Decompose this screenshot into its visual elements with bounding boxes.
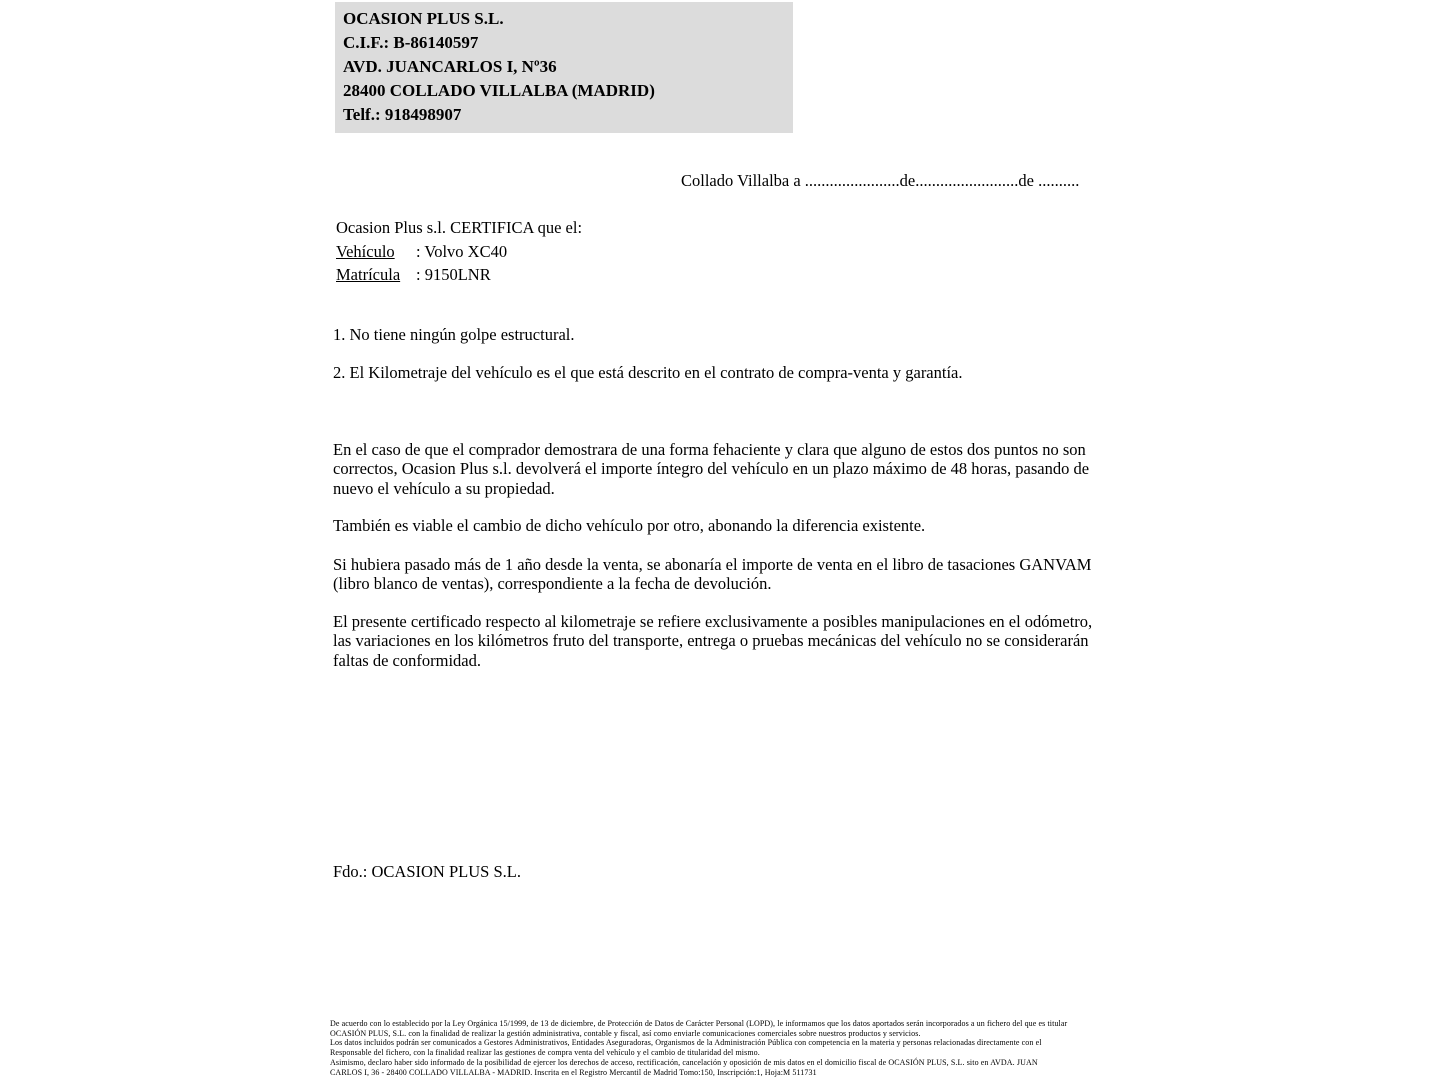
signature-line: Fdo.: OCASION PLUS S.L. xyxy=(333,862,521,881)
company-city: 28400 COLLADO VILLALBA (MADRID) xyxy=(343,81,655,100)
paragraph-odometer-disclaimer: El presente certificado respecto al kilometraje se refiere exclusivamente a posibles manipulaciones en el odómetro, las variaciones en los kilómetros fruto del transporte, entrega o pruebas mecánicas del vehículo no se considerarán faltas de conformidad. xyxy=(333,612,1093,670)
plate-row xyxy=(336,263,582,287)
company-address: AVD. JUANCARLOS I, Nº36 xyxy=(343,57,557,76)
legal-line-3: Los datos incluidos podrán ser comunicados a Gestores Administrativos, Entidades Aseguradoras, Organismos de la Administración Pública con competencia en la materia y personas relacionadas directamente con el xyxy=(330,1038,1042,1048)
certificate-point-2: 2. El Kilometraje del vehículo es el que está descrito en el contrato de compra-venta y garantía. xyxy=(333,363,963,382)
paragraph-ganvam-valuation: Si hubiera pasado más de 1 año desde la venta, se abonaría el importe de venta en el libro de tasaciones GANVAM (libro blanco de ventas), correspondiente a la fecha de devolución. xyxy=(333,555,1092,594)
company-header-box xyxy=(335,2,793,133)
certify-block xyxy=(336,216,582,287)
company-cif: C.I.F.: B-86140597 xyxy=(343,33,479,52)
company-phone: Telf.: 918498907 xyxy=(343,105,462,124)
vehicle-value: : Volvo XC40 xyxy=(416,241,508,261)
legal-line-2: OCASIÓN PLUS, S.L. con la finalidad de realizar la gestión administrativa, contable y fiscal, así como enviarle comunicaciones comerciales sobre nuestros productos y servicios. xyxy=(330,1028,921,1038)
vehicle-label: Vehículo xyxy=(336,241,395,261)
certify-intro: Ocasion Plus s.l. CERTIFICA que el: xyxy=(336,218,583,237)
date-line: Collado Villalba a .......................de.........................de .......... xyxy=(681,171,1080,190)
plate-label: Matrícula xyxy=(336,265,401,284)
legal-line-4: Responsable del fichero, con la finalidad realizar las gestiones de compra venta del vehículo y el cambio de titularidad del mismo. xyxy=(330,1048,760,1058)
legal-fine-print xyxy=(330,1019,1067,1077)
paragraph-exchange-option: También es viable el cambio de dicho vehículo por otro, abonando la diferencia existente. xyxy=(333,516,926,535)
paragraph-refund-terms: En el caso de que el comprador demostrara de una forma fehaciente y clara que alguno de estos dos puntos no son correctos, Ocasion Plus s.l. devolverá el importe íntegro del vehículo en un plazo máximo de 48 horas, pasando de nuevo el vehículo a su propiedad. xyxy=(333,440,1090,498)
legal-line-5: Asimismo, declaro haber sido informado de la posibilidad de ejercer los derechos de acceso, rectificación, cancelación y oposición de mis datos en el domicilio fiscal de OCASIÓN PLUS, S.L. sito en AVDA. JUAN xyxy=(330,1057,1038,1067)
plate-value: : 9150LNR xyxy=(416,265,491,284)
legal-line-1: De acuerdo con lo establecido por la Ley Orgánica 15/1999, de 13 de diciembre, de Protección de Datos de Carácter Personal (LOPD), le informamos que los datos aportados serán incorporados a un fichero del que es titular xyxy=(330,1019,1068,1028)
legal-line-6: CARLOS I, 36 - 28400 COLLADO VILLALBA - MADRID. Inscrita en el Registro Mercantil de Madrid Tomo:150, Inscripción:1, Hoja:M 511731 xyxy=(330,1067,817,1077)
vehicle-row xyxy=(336,240,582,264)
company-name: OCASION PLUS S.L. xyxy=(343,9,504,28)
certificate-point-1: 1. No tiene ningún golpe estructural. xyxy=(333,325,575,344)
